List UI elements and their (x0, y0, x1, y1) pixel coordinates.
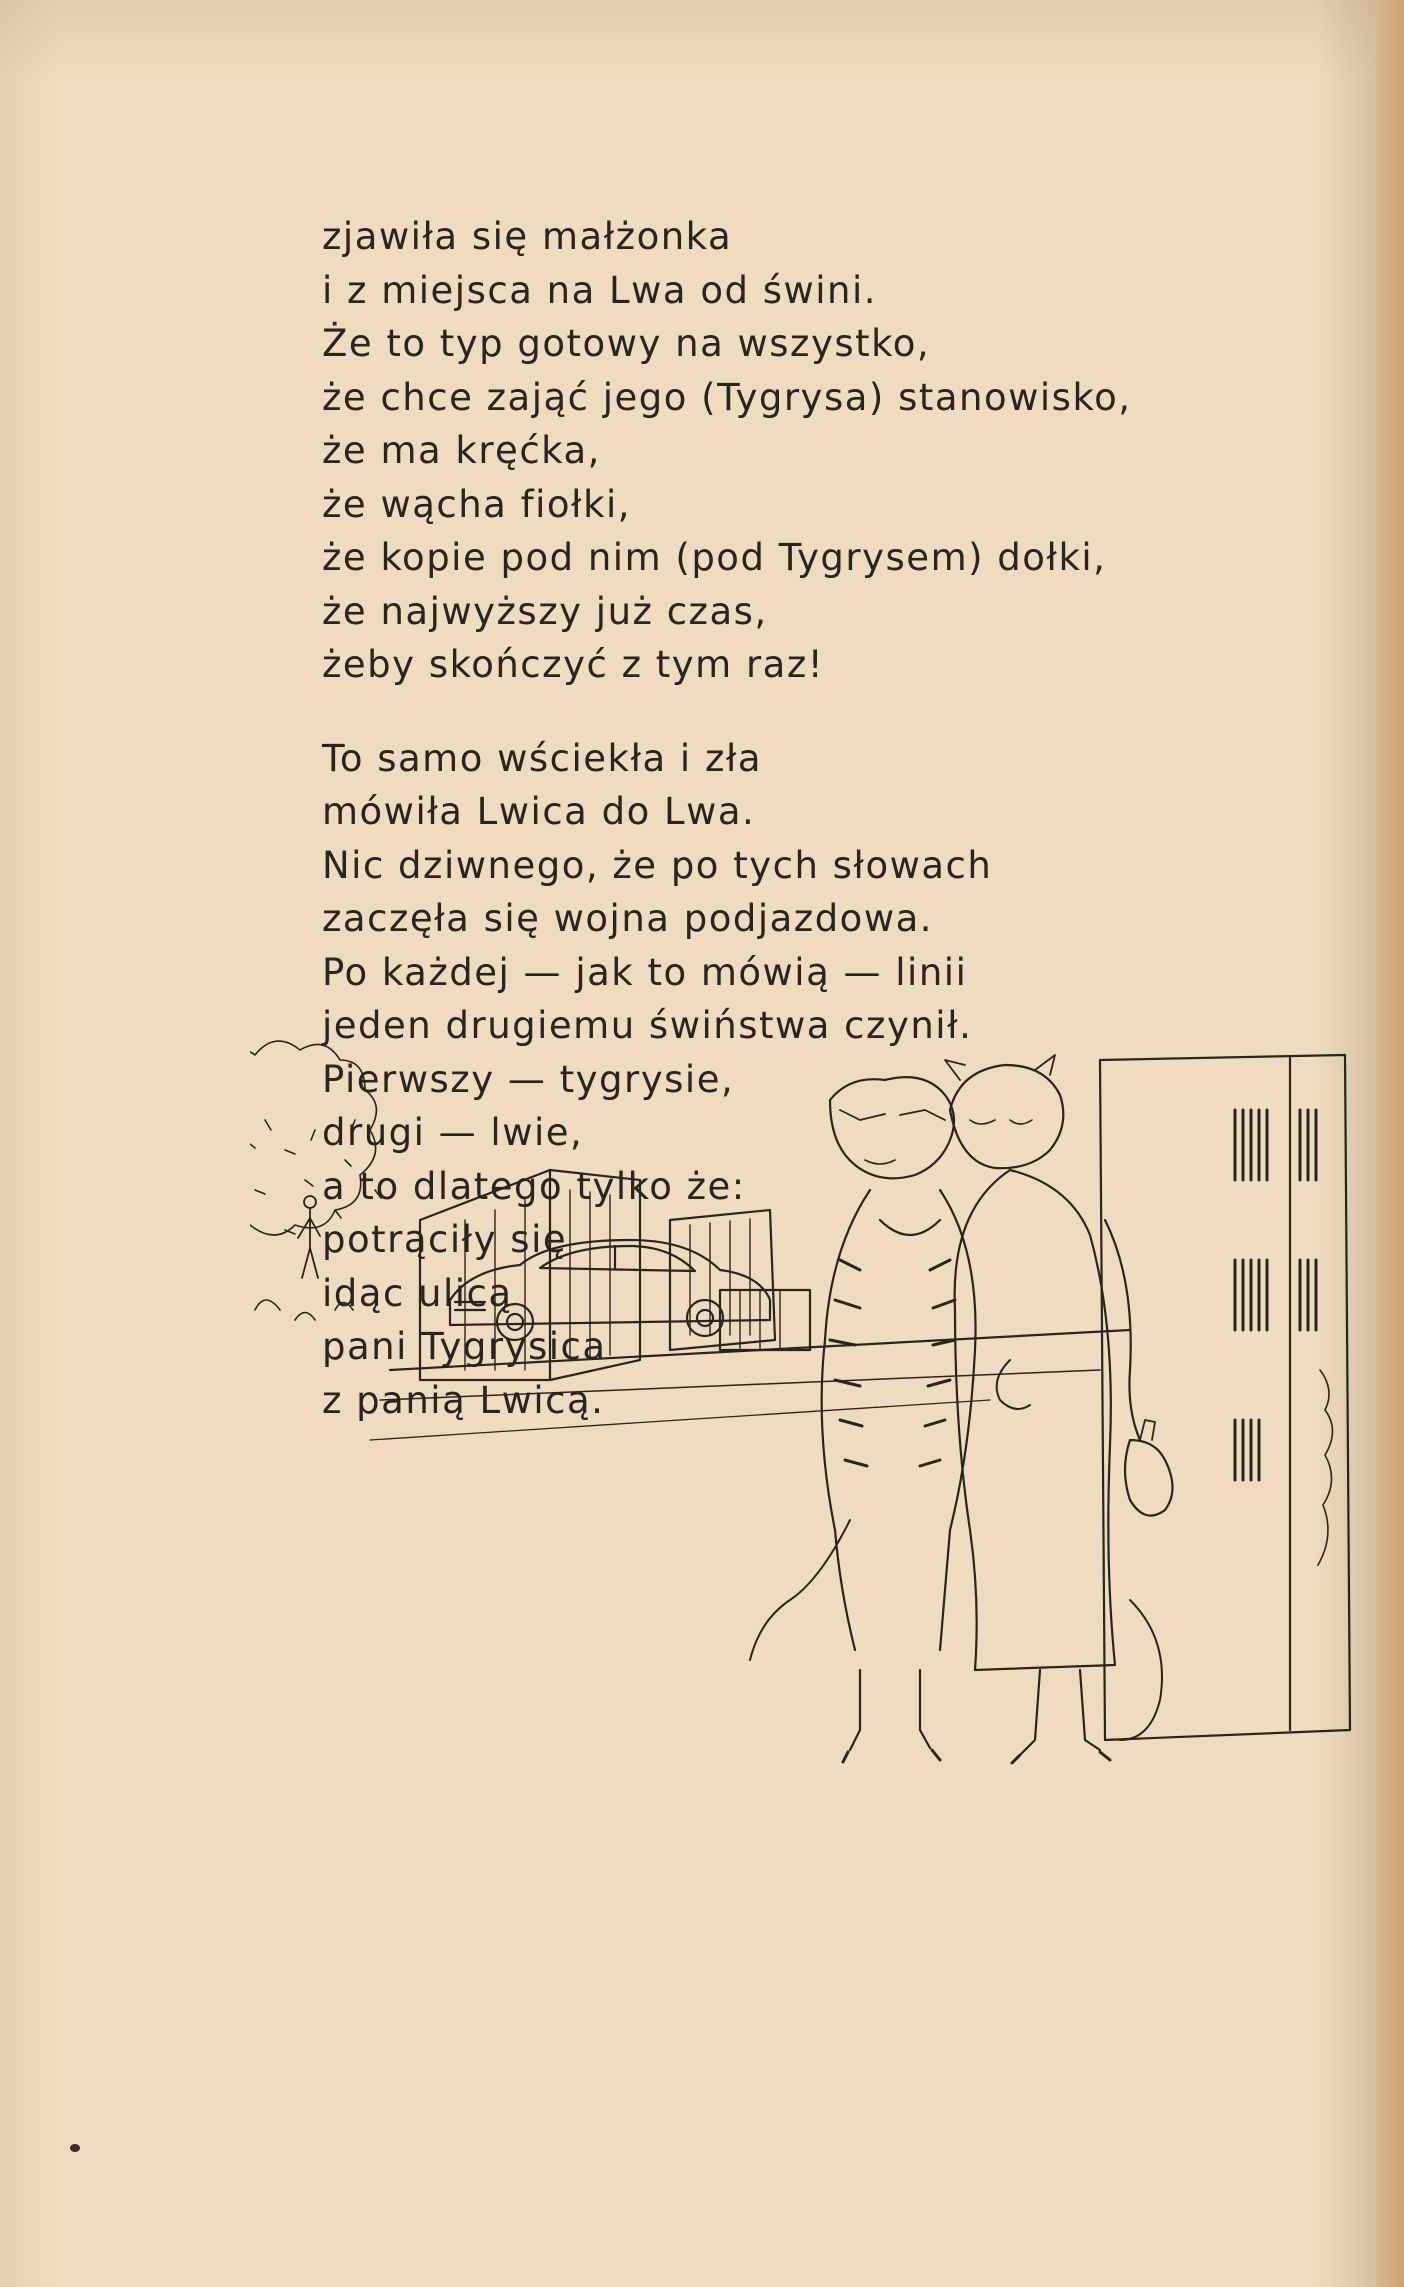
poem-line: że chce zająć jego (Tygrysa) stanowisko, (322, 375, 1132, 419)
poem-line: że ma kręćka, (322, 429, 601, 472)
poem-line: jeden drugiemu świństwa czynił. (322, 1004, 973, 1047)
tree (250, 1041, 381, 1320)
poem-line: mówiła Lwica do Lwa. (322, 790, 756, 833)
poem-line: zaczęła się wojna podjazdowa. (322, 897, 934, 940)
poem-line: To samo wściekła i zła (322, 736, 763, 780)
poem-line: zjawiła się małżonka (322, 215, 733, 258)
pedestrian (298, 1196, 320, 1278)
page-edge (1376, 0, 1404, 2287)
poem-line: a to dlatego tylko że: (322, 1164, 746, 1208)
street-lines (370, 1330, 1130, 1440)
poem-line: idąc ulicą (322, 1271, 513, 1315)
poem-line: Nic dziwnego, że po tych słowach (322, 843, 993, 887)
poem-line: że najwyższy już czas, (322, 589, 768, 633)
poem-line: i z miejsca na Lwa od świni. (322, 268, 878, 312)
poem-line: pani Tygrysica (322, 1325, 607, 1368)
tall-building (1100, 1055, 1350, 1740)
poem-line: że kopie pod nim (pod Tygrysem) dołki, (322, 536, 1107, 579)
poem-line: że wącha fiołki, (322, 482, 632, 526)
tigress-figure (750, 1077, 976, 1762)
ink-speck (70, 2144, 80, 2152)
poem-line: drugi — lwie, (322, 1111, 584, 1154)
poem-line: Że to typ gotowy na wszystko, (322, 322, 931, 365)
lioness-figure (945, 1055, 1173, 1763)
poem-line: z panią Lwicą. (322, 1378, 605, 1422)
stanza-gap (322, 692, 1322, 732)
poem-line: Po każdej — jak to mówią — linii (322, 950, 968, 994)
poem-line: potrąciły się (322, 1218, 568, 1261)
poem-line: Pierwszy — tygrysie, (322, 1057, 735, 1101)
street-scene-illustration (250, 1040, 1360, 1990)
poem-line: żeby skończyć z tym raz! (322, 643, 825, 686)
stanza-1 (322, 210, 1322, 692)
